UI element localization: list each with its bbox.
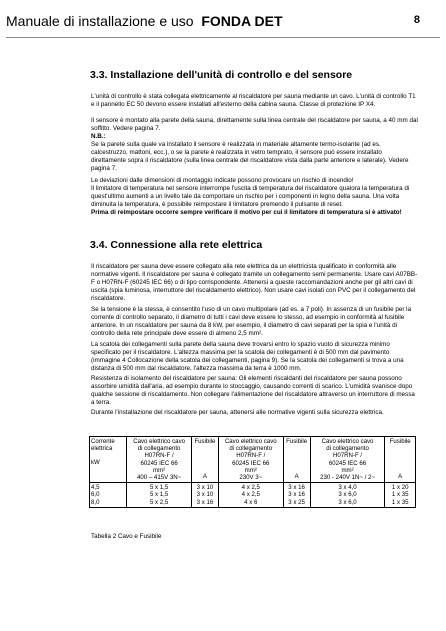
- header-current: [90, 437, 127, 483]
- table-values-cable-230v: [219, 483, 284, 508]
- cable-fuse-table: [89, 436, 416, 508]
- cell-cable-400v-3: 5 x 2,5: [149, 498, 169, 506]
- table-values-fuse-400v: [191, 483, 218, 508]
- header-fuse-230v-unit: A: [294, 473, 299, 481]
- header-cable-230v-l2: di collegamento: [229, 445, 273, 453]
- header-cable-230v-l5: mm²: [244, 466, 257, 474]
- header-cable-230-240v-l1: Cavo elettrico cavo: [321, 438, 374, 445]
- header-fuse-230v: [283, 437, 310, 483]
- cell-fuse-400v-1: 3 x 10: [196, 484, 214, 492]
- cell-cable-400v-1: 5 x 1,5: [149, 484, 169, 492]
- header-current-unit: kW: [91, 459, 100, 467]
- cell-fuse-400v-3: 3 x 16: [196, 498, 214, 506]
- note-label: [91, 133, 418, 141]
- header-cable-400v-l4: 60245 IEC 66: [140, 459, 178, 467]
- header-cable-230-240v-l4: 60245 IEC 66: [328, 459, 367, 467]
- header-cable-400v-l3: H07RN-F /: [144, 452, 174, 460]
- header-cable-230v-l4: 60245 IEC 66: [232, 459, 270, 467]
- cell-fuse-230v-3: 3 x 25: [288, 498, 305, 506]
- table-values-fuse-230v: [283, 483, 310, 508]
- header-cable-230v-l1: Cavo elettrico cavo: [224, 438, 277, 445]
- paragraph-multipolar-cable: Se la tensione è la stessa, è consentito l'uso di un cavo multipolare (ad es. a 7 poli). In assenza di un fusibile per la corrente di controllo separato, il diametro di tutti i cavi deve essere lo stesso, ad esempio in conformità al fusibile anteriore. In un riscaldatore per sauna da 8 kW, per esempio, il diametro di cavi separati per la spia e l'unità di controllo della rete principale deve essere di almeno 2,5 mm².: [91, 306, 412, 337]
- header-current-line1: Corrente: [91, 438, 115, 445]
- paragraph-insulation: Resistenza di isolamento del riscaldatore per sauna: Gli elementi riscaldanti del riscaldatore per sauna possono assorbire umidità dall'aria, ad esempio durante lo stoccaggio, causando correnti di scarico. L'umidità svanisce dopo qualche sessione di riscaldamento. Non collegare l'alimentazione del riscaldatore attraverso un interruttore di messa a terra.: [91, 375, 415, 406]
- header-cable-230v: [219, 437, 284, 483]
- header-cable-230-240v-l5: mm²: [341, 466, 354, 474]
- header-cable-400v-l1: Cavo elettrico cavo: [133, 438, 186, 445]
- header-cable-230-240v: [310, 437, 385, 483]
- paragraph-control-unit: L'unità di controllo è stata collegata elettricamente al riscaldatore per sauna mediante un cavo. L'unità di controllo T1 e il pannello EC 50 devono essere installati all'esterno della cabina sauna. Classe di protezione IP X4.: [91, 93, 416, 108]
- paragraph-connection: Il riscaldatore per sauna deve essere collegato alla rete elettrica da un elettricista qualificato in conformità alle normative vigenti. Il riscaldatore per sauna è collegato tramite un collegamento semi permanente. Usare cavi A07BB-F o H07RN-F (60245 IEC 66) o di tipo corrispondente. Attenersi a queste raccomandazioni anche per gli altri cavi di uscita (spia luminosa, interruttore del riscaldamento elettrico). Non usare cavi isolati con PVC per il collegamento del riscaldatore.: [91, 263, 418, 302]
- paragraph-fire-risk: Le deviazioni dalle dimensioni di montaggio indicate possono provocare un rischio di incendio!: [91, 177, 354, 184]
- cell-fuse-230-240v-3: 1 x 35: [391, 498, 409, 506]
- product-name: FONDA DET: [201, 13, 283, 29]
- cell-kw-3: 8,0: [91, 498, 100, 506]
- cell-cable-230v-3: 4 x 6: [244, 498, 258, 506]
- document-title: [6, 13, 283, 29]
- paragraph-safety: Durante l'installazione del riscaldatore per sauna, attenersi alle normative vigenti sulla sicurezza elettrica.: [91, 409, 384, 416]
- section-title-3-3: 3.3. Installazione dell'unità di controllo e del sensore: [90, 69, 353, 81]
- cell-cable-230-240v-3: 3 x 6,0: [338, 498, 357, 506]
- header-cable-230v-l3: H07RN-F /: [236, 452, 266, 460]
- table-header-row: [90, 437, 416, 483]
- cell-fuse-230v-2: 3 x 16: [288, 491, 305, 499]
- cell-cable-230v-2: 4 x 2,5: [241, 491, 260, 499]
- table-row: [90, 483, 416, 508]
- header-fuse-230-240v: [385, 437, 416, 483]
- cell-fuse-400v-2: 3 x 10: [196, 491, 214, 499]
- cell-cable-400v-2: 5 x 1,5: [149, 491, 169, 499]
- header-cable-400v-l6: 400 – 415V 3N~: [136, 474, 182, 482]
- header-cable-400v-l5: mm²: [153, 466, 166, 474]
- header-current-line2: elettrica: [91, 445, 113, 453]
- table-values-kw: [90, 483, 127, 508]
- paragraph-limiter: Il limitatore di temperatura nel sensore interrompe l'uscita di temperatura del riscaldatore qualora la temperatura di quest'ultimo aumenti a un livello tale da comportare un rischio per i componenti in legno della sauna. Una volta diminuita la temperatura, è possibile reimpostare il limitatore premendo il pulsante di reset.: [91, 185, 410, 208]
- header-fuse-400v-unit: A: [202, 473, 207, 481]
- paragraph-sensor: Il sensore è montato alla parete della sauna, direttamente sulla linea centrale del riscaldatore per sauna, a 40 mm dal soffitto. Vedere pagina 7.: [91, 117, 418, 132]
- header-fuse-230v-l1: Fusibile: [286, 438, 308, 445]
- cell-cable-230-240v-2: 3 x 6,0: [338, 491, 357, 499]
- header-cable-230-240v-l6: 230 - 240V 1N~ / 2~: [320, 474, 375, 482]
- header-fuse-400v-l1: Fusibile: [194, 438, 216, 445]
- header-cable-230v-l6: 230V 3~: [239, 474, 263, 482]
- cell-fuse-230-240v-2: 1 x 35: [391, 491, 409, 499]
- page-number: 8: [413, 14, 420, 26]
- table-values-cable-400v: [127, 483, 192, 508]
- header-fuse-230-240v-l1: Fusibile: [389, 438, 411, 445]
- cell-fuse-230v-1: 3 x 16: [288, 484, 305, 492]
- header-divider: [6, 37, 440, 38]
- cell-cable-230v-1: 4 x 2,5: [241, 484, 260, 492]
- paragraph-sensor-note: Se la parete sulla quale va installato il sensore è realizzata in materiale altamente termo-isolante (ad es. calcestruzzo, mattoni, ecc.), o se la parete è realizzata in vetro temprato, il sensore può essere installato direttamente sopra il riscaldatore (sulla linea centrale del riscaldatore vista dalla parte anteriore e laterale). Vedere pagina 7.: [91, 141, 409, 172]
- manual-title: Manuale di installazione e uso: [6, 13, 194, 29]
- section-title-3-4: 3.4. Connessione alla rete elettrica: [90, 239, 263, 251]
- header-fuse-230-240v-unit: A: [398, 473, 403, 481]
- cell-cable-230-240v-1: 3 x 4,0: [338, 484, 357, 492]
- header-cable-230-240v-l2: di collegamento: [326, 445, 369, 453]
- header-fuse-400v: [191, 437, 218, 483]
- header-cable-400v-l2: di collegamento: [137, 445, 181, 453]
- table-values-fuse-230-240v: [385, 483, 416, 508]
- table-caption: Tabella 2 Cavo e Fusibile: [91, 533, 162, 540]
- page-header: [6, 13, 420, 35]
- warning-reset-text: Prima di reimpostare occorre sempre verificare il motivo per cui il limitatore di temperatura si è attivato!: [91, 209, 402, 216]
- header-cable-230-240v-l3: H07RN-F /: [332, 452, 363, 460]
- header-cable-400v: [127, 437, 192, 483]
- note-label-text: N.B.:: [91, 133, 106, 140]
- warning-reset: [91, 209, 418, 217]
- paragraph-junction-box: La scatola dei collegamenti sulla parete della sauna deve trovarsi entro lo spazio vuoto di sicurezza minimo specificato per il riscaldatore. L'altezza massima per la scatola dei collegamenti è di 500 mm dal pavimento (immagine 4 Collocazione della scatola dei collegamenti, pagina 9). Se la scatola dei collegamenti si trova a una distanza di 500 mm dal riscaldatore, l'altezza massima da terra è 1000 mm.: [91, 341, 404, 372]
- cell-kw-1: 4,5: [91, 484, 100, 492]
- cell-kw-2: 6,0: [91, 491, 100, 499]
- cell-fuse-230-240v-1: 1 x 20: [391, 484, 409, 492]
- table-values-cable-230-240v: [310, 483, 385, 508]
